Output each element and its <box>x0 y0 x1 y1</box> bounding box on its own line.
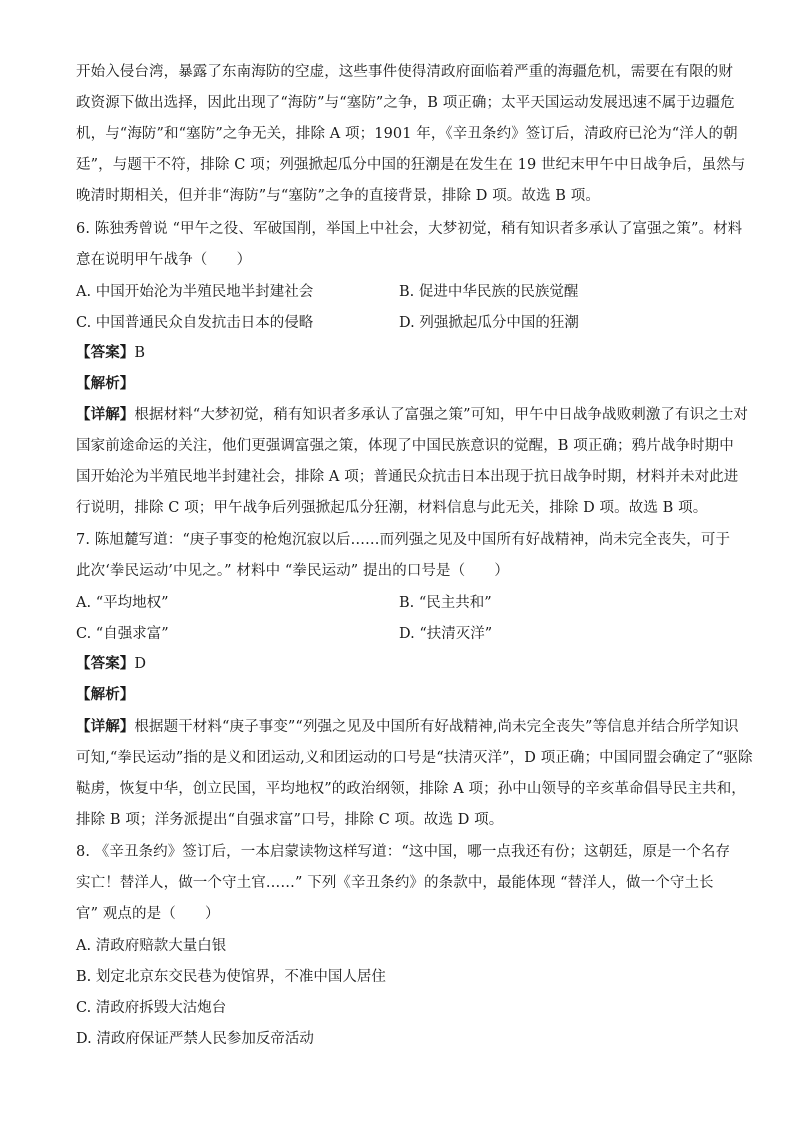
q8-option-d: D. 清政府保证严禁人民参加反帝活动 <box>76 1031 314 1047</box>
question-7-stem: 7. 陈旭麓写道：“庚子事变的枪炮沉寂以后……而列强之见及中国所有好战精神，尚未完全丧失，可于 <box>76 532 731 548</box>
q6-detail-line: 国开始沦为半殖民地半封建社会，排除 A 项；普通民众抗击日本出现于抗日战争时期，材料并未对此进 <box>76 469 739 485</box>
question-7-stem: 此次‘拳民运动’中见之。” 材料中 “拳民运动” 提出的口号是（ ） <box>76 563 510 579</box>
q6-option-a: A. 中国开始沦为半殖民地半封建社会 <box>76 284 314 300</box>
q8-option-c: C. 清政府拆毁大沽炮台 <box>76 1000 227 1016</box>
question-8-stem: 实亡！替洋人，做一个守土官……” 下列《辛丑条约》的条款中，最能体现 “替洋人，做一个守土长 <box>76 875 714 891</box>
q6-analysis-tag <box>76 374 736 394</box>
q6-answer <box>76 343 736 363</box>
question-8-stem: 8. 《辛丑条约》签订后，一本启蒙读物这样写道：“这中国，哪一点我还有份；这朝廷，原是一个名存 <box>76 844 731 860</box>
detail-tag: 【详解】 <box>76 718 135 735</box>
q6-option-d: D. 列强掀起瓜分中国的狂潮 <box>399 315 579 331</box>
q7-detail-line: 可知,“拳民运动”指的是义和团运动,义和团运动的口号是“扶清灭洋”，D 项正确；中国同盟会确定了“驱除 <box>76 750 753 766</box>
q6-detail-line: 国家前途命运的关注，他们更强调富强之策，体现了中国民族意识的觉醒，B 项正确；鸦片战争时期中 <box>76 438 734 454</box>
paragraph-line: 廷”，与题干不符，排除 C 项；列强掀起瓜分中国的狂潮是在发生在 19 世纪末甲午中日战争后，虽然与 <box>76 157 746 173</box>
detail-text: 根据材料“大梦初觉，稍有知识者多承认了富强之策”可知，甲午中日战争战败刺激了有识之士对 <box>134 407 749 423</box>
q6-detail-line: 行说明，排除 C 项；甲午战争后列强掀起瓜分狂潮，材料信息与此无关，排除 D 项。故选 B 项。 <box>76 500 708 516</box>
q7-analysis-tag <box>76 685 736 705</box>
answer-value: D <box>134 656 147 672</box>
paragraph-line: 晚清时期相关，但并非“海防”与“塞防”之争的直接背景，排除 D 项。故选 B 项。 <box>76 188 600 204</box>
paragraph-line: 机，与“海防”和“塞防”之争无关，排除 A 项；1901 年，《辛丑条约》签订后，清政府已沦为“洋人的朝 <box>76 126 738 142</box>
answer-tag: 【答案】 <box>76 344 135 361</box>
answer-value: B <box>134 345 146 361</box>
q6-detail-line <box>76 405 749 425</box>
detail-tag: 【详解】 <box>76 406 135 423</box>
q7-option-a: A. “平均地权” <box>76 595 169 611</box>
q7-detail-line <box>76 717 739 737</box>
q6-option-b: B. 促进中华民族的民族觉醒 <box>399 284 579 300</box>
q6-option-c: C. 中国普通民众自发抗击日本的侵略 <box>76 315 314 331</box>
question-8-stem: 官” 观点的是（ ） <box>76 906 220 922</box>
paragraph-line: 政资源下做出选择，因此出现了“海防”与“塞防”之争，B 项正确；太平天国运动发展迅速不属于边疆危 <box>76 95 735 111</box>
q8-option-a: A. 清政府赔款大量白银 <box>76 938 227 954</box>
q7-option-d: D. “扶清灭洋” <box>399 626 493 642</box>
q7-option-b: B. “民主共和” <box>399 595 492 611</box>
q7-option-c: C. “自强求富” <box>76 626 169 642</box>
q8-option-b: B. 划定北京东交民巷为使馆界，不准中国人居住 <box>76 969 386 985</box>
answer-tag: 【答案】 <box>76 655 135 672</box>
q7-answer <box>76 654 736 674</box>
question-6-stem: 6. 陈独秀曾说 “甲午之役、军破国削，举国上中社会，大梦初觉，稍有知识者多承认了富强之策”。材料 <box>76 221 743 237</box>
detail-text: 根据题干材料“庚子事变”“列强之见及中国所有好战精神,尚未完全丧失”等信息并结合所学知识 <box>134 719 739 735</box>
q7-detail-line: 鞑虏，恢复中华，创立民国，平均地权”的政治纲领，排除 A 项；孙中山领导的辛亥革命倡导民主共和， <box>76 781 746 797</box>
q7-detail-line: 排除 B 项；洋务派提出“自强求富”口号，排除 C 项。故选 D 项。 <box>76 812 504 828</box>
analysis-tag: 【解析】 <box>76 686 135 703</box>
question-6-stem: 意在说明甲午战争（ ） <box>76 252 252 268</box>
paragraph-line: 开始入侵台湾，暴露了东南海防的空虚，这些事件使得清政府面临着严重的海疆危机，需要在有限的财 <box>76 64 733 80</box>
analysis-tag: 【解析】 <box>76 375 135 392</box>
